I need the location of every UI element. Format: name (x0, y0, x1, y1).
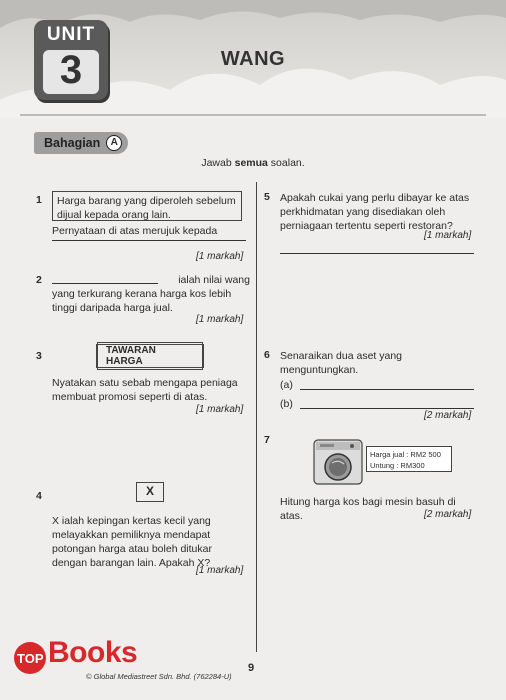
q6-mark: [2 markah] (424, 410, 472, 421)
logo-books-text: Books (48, 636, 138, 669)
copyright: © Global Mediastreet Sdn. Bhd. (762284-U) (86, 672, 232, 681)
q7-number: 7 (264, 434, 270, 446)
logo-top-text: TOP (17, 651, 44, 666)
section-label: Bahagian (44, 136, 101, 150)
q1-answer-line[interactable] (52, 240, 246, 241)
promo-banner-text: TAWARAN HARGA (97, 342, 203, 370)
instruction (0, 157, 506, 169)
q6-number: 6 (264, 349, 270, 361)
q7-text: Hitung harga kos bagi mesin basuh di atas. (280, 496, 456, 522)
q2-number: 2 (36, 274, 42, 286)
q5-number: 5 (264, 191, 270, 203)
instruction-bold: semua (234, 157, 268, 169)
q1-number: 1 (36, 194, 42, 206)
selling-price: Harga jual : RM2 500 (370, 450, 441, 459)
q4-text: X ialah kepingan kertas kecil yang melayakkan pemiliknya mendapat potongan harga atau boleh ditukar dengan barangan lain. Apakah X? (52, 515, 212, 569)
q6-answer-b-line[interactable] (300, 408, 474, 409)
section-letter: A (106, 135, 122, 151)
instruction-pre: Jawab (201, 157, 235, 169)
profit: Untung : RM300 (370, 461, 425, 470)
page-number: 9 (248, 662, 255, 674)
q5-answer-line[interactable] (280, 253, 474, 254)
page-title: WANG (220, 48, 286, 70)
q3-mark: [1 markah] (196, 404, 244, 415)
q2-text-rest: yang terkurang kerana harga kos lebih tinggi daripada harga jual. (52, 288, 232, 314)
q2-mark: [1 markah] (196, 314, 244, 325)
q2-answer-line[interactable] (52, 283, 158, 284)
q4-mark: [1 markah] (196, 565, 244, 576)
q7-mark: [2 markah] (424, 509, 472, 520)
q2-text-line1: ialah nilai wang (178, 274, 250, 286)
unit-label: UNIT (46, 24, 96, 45)
q6-option-b: (b) (280, 398, 293, 410)
q6-text: Senaraikan dua aset yang menguntungkan. (280, 350, 403, 376)
q3-number: 3 (36, 350, 42, 362)
section-tag (34, 132, 128, 154)
q5-mark: [1 markah] (424, 230, 472, 241)
washing-machine-icon (312, 438, 364, 486)
q1-statement-box: Harga barang yang diperoleh sebelum dijual kepada orang lain. (52, 191, 242, 221)
instruction-post: soalan. (267, 157, 305, 169)
q6-answer-a-line[interactable] (300, 389, 474, 390)
q5-text: Apakah cukai yang perlu dibayar ke atas perkhidmatan yang disediakan oleh perniagaan tertentu seperti restoran? (280, 192, 470, 232)
q3-text: Nyatakan satu sebab mengapa peniaga membuat promosi seperti di atas. (52, 377, 238, 403)
price-info-box (366, 446, 452, 472)
q6-option-a: (a) (280, 379, 293, 391)
unit-number: 3 (59, 48, 83, 92)
q4-number: 4 (36, 490, 42, 502)
column-divider (256, 182, 257, 652)
q4-x-box: X (136, 482, 164, 502)
q1-text: Pernyataan di atas merujuk kepada (52, 225, 218, 237)
promo-banner (96, 344, 204, 368)
q1-mark: [1 markah] (196, 251, 244, 262)
